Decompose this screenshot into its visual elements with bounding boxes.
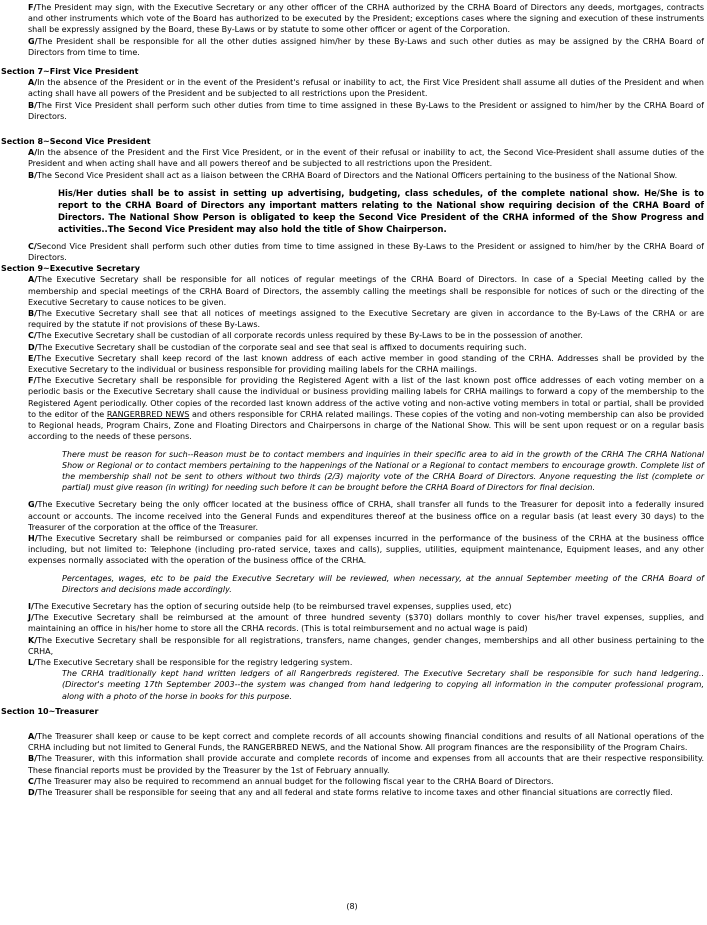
item-label: D/ bbox=[28, 787, 38, 797]
newsletter-name: RANGERBRED NEWS bbox=[106, 409, 190, 419]
item-text: The Executive Secretary shall see that all notices of meetings assigned to the Executive Secretary are given in accordance to the By-Laws of the CRHA or are required by the statute if not provisions of these By-Laws. bbox=[28, 309, 704, 330]
section9-item-k bbox=[28, 635, 704, 657]
item-label: C/ bbox=[28, 776, 37, 786]
item-label: B/ bbox=[28, 309, 38, 319]
section8-item-b bbox=[28, 170, 704, 181]
section10-item-d bbox=[28, 787, 704, 798]
item-text: The President shall be responsible for all the other duties assigned him/her by these By-Laws and such other duties as may be assigned by the CRHA Board of Directors from time to time. bbox=[28, 36, 704, 57]
section9-l-note: The CRHA traditionally kept hand written ledgers of all Rangerbreds registered. The Executive Secretary shall be responsible for such hand ledgering.. (Director's meeting 17th September 2003--the system was changed from hand ledgering to copying all information in the computer professional program, along with a photo of the horse in books for this purpose. bbox=[62, 669, 704, 701]
item-text: The Executive Secretary shall be responsible for all notices of regular meetings of the CRHA Board of Directors. In case of a Special Meeting called by the membership and special meetings of the CRHA Board of Directors, the assembly calling the meetings shall be responsible for notices of such or the directing of the Executive Secretary to cause notices to be given. bbox=[28, 275, 704, 307]
item-text: The Executive Secretary being the only officer located at the business office of CRHA, shall transfer all funds to the Treasurer for deposit into a federally insured account or accounts. The income received into the General Funds and expenditures thereof at the business office on a regular basis (at least every 30 days) to the Treasurer of the corporation at the office of the Treasurer. bbox=[28, 500, 704, 532]
section9-item-l bbox=[28, 657, 704, 668]
item-label: B/ bbox=[28, 100, 38, 110]
item-label: E/ bbox=[28, 353, 37, 363]
section9-item-g bbox=[28, 499, 704, 533]
item-text: The Treasurer, with this information shall provide accurate and complete records of income and expenses from all accounts that are their respective responsibility. These financial reports must be provided by the Treasurer by the 1st of February annually. bbox=[28, 754, 704, 775]
section10-item-c bbox=[28, 776, 704, 787]
item-text: Second Vice President shall perform such other duties from time to time assigned in these By-Laws to the President or assigned to him/her by the CRHA Board of Directors. bbox=[28, 241, 704, 263]
section9-item-j bbox=[28, 612, 704, 634]
section9-item-d bbox=[28, 342, 704, 353]
item-label: K/ bbox=[28, 635, 38, 645]
item-text: The Executive Secretary has the option of securing outside help (to be reimbursed travel expenses, supplies used, etc) bbox=[33, 601, 512, 611]
section7-item-b bbox=[28, 100, 704, 122]
item-text: The Executive Secretary shall be responsible for providing the Registered Agent with a list of the last known post office addresses of each voting member on a periodic basis or the Executive Secretary shall cause the individual or business providing mailing labels for CRHA mailings to forward a copy of the membership to the Registered Agent periodically. Other copies of the recorded last known address of the active voting and non-active voting members in total or partial, shall be provided to the editor of the bbox=[28, 376, 704, 419]
item-label: B/ bbox=[28, 754, 38, 764]
item-text: The Executive Secretary shall be reimbursed or companies paid for all expenses incurred in the performance of the business of the CRHA at the business office including, but not limited to: Telephone (including pro-rated service, taxes and calls), supplies, utilities, equipment maintenance, Equipment leases, and any other expenses normally associated with the operation of the business office of the CRHA. bbox=[28, 533, 704, 566]
item-text: The Treasurer shall be responsible for seeing that any and all federal and state forms relative to income taxes and other financial situations are correctly filed. bbox=[37, 787, 673, 797]
section9-h-note: Percentages, wages, etc to be paid the Executive Secretary will be reviewed, when necessary, at the annual September meeting of the CRHA Board of Directors and decisions made accordingly. bbox=[62, 573, 704, 594]
item-label: C/ bbox=[28, 331, 37, 341]
page-number: (8) bbox=[346, 902, 358, 911]
item-label: A/ bbox=[28, 731, 38, 741]
section-heading: Section 8~Second Vice President bbox=[1, 137, 151, 147]
item-label: F/ bbox=[28, 3, 37, 12]
item-label: B/ bbox=[28, 170, 38, 180]
item-label: A/ bbox=[28, 78, 38, 88]
section10-item-b bbox=[28, 753, 704, 775]
item-text: The Treasurer shall keep or cause to be kept correct and complete records of all accounts showing financial conditions and results of all National operations of the CRHA including but not limited to General Funds, the RANGERBRED NEWS, and the National Show. All program finances are the responsibility of the Program Chairs. bbox=[28, 731, 704, 753]
section9-item-c bbox=[28, 330, 704, 341]
item-text: The Executive Secretary shall be reimbursed at the amount of three hundred seventy ($370) dollars monthly to cover his/her travel expenses, supplies, and maintaining an office in his/her home to store all the CRHA records. (This is total reimbursement and no actual wage is paid) bbox=[28, 613, 704, 634]
section8-bold-note: His/Her duties shall be to assist in setting up advertising, budgeting, class schedules, of the complete national show. He/She is to report to the CRHA Board of Directors any important matters relating to the National show requiring decision of the CRHA Board of Directors. The National Show Person is obligated to keep the Second Vice President of the CRHA informed of the Show Progress and activities..The Second Vice President may also hold the title of Show Chairperson. bbox=[58, 187, 704, 234]
item-label: I/ bbox=[28, 601, 34, 611]
item-text: The Executive Secretary shall be responsible for all registrations, transfers, name changes, gender changes, memberships and all other business pertaining to the CRHA, bbox=[28, 635, 704, 656]
item-text: The Executive Secretary shall be responsible for the registry ledgering system. bbox=[36, 657, 353, 667]
item-label: H/ bbox=[28, 533, 38, 543]
item-text: The Second Vice President shall act as a liaison between the CRHA Board of Directors and the National Officers pertaining to the business of the National Show. bbox=[37, 170, 678, 180]
section9-item-e bbox=[28, 353, 704, 375]
item-label: G/ bbox=[28, 500, 38, 510]
section7-item-a bbox=[28, 77, 704, 99]
item-text: In the absence of the President or in the event of the President's refusal or inability to act, the First Vice President shall assume all duties of the President and when acting shall have all powers of the President and be subjected to all restrictions upon the President. bbox=[28, 78, 704, 99]
section9-item-i bbox=[28, 601, 704, 612]
president-item-f bbox=[28, 2, 704, 36]
section9-item-f bbox=[28, 375, 704, 442]
item-text: The First Vice President shall perform such other duties from time to time assigned in these By-Laws to the President or assigned to him/her by the CRHA Board of Directors. bbox=[28, 100, 704, 121]
item-text: The Executive Secretary shall be custodian of the corporate seal and see that seal is affixed to documents requiring such. bbox=[37, 342, 527, 352]
section9-item-a bbox=[28, 274, 704, 308]
section8-item-a bbox=[28, 147, 704, 169]
section-heading: Section 10~Treasurer bbox=[1, 706, 99, 716]
section-heading: Section 7~First Vice President bbox=[1, 67, 139, 77]
section9-item-b bbox=[28, 308, 704, 330]
section9-f-note: There must be reason for such--Reason must be to contact members and inquiries in their specific area to aid in the growth of the CRHA The CRHA National Show or Regional or to contact members pertaining to the happenings of the National or a Regional to contact members to encourage growth. Complete list of the membership shall not be sent to others without two thirds (2/3) majority vote of the CRHA Board of Directors. Anyone requesting the list (complete or partial) must give reason (in writing) for needing such before it can be brought before the CRHA Board of Directors for final decision. bbox=[62, 449, 704, 493]
item-text: In the absence of the President and the First Vice President, or in the event of their refusal or inability to act, the Second Vice-President shall assume duties of the President and when acting shall have and all powers thereof and be subjected to all restrictions upon the President. bbox=[28, 148, 704, 169]
section9-item-h bbox=[28, 533, 704, 567]
item-label: A/ bbox=[28, 275, 38, 285]
item-label: C/ bbox=[28, 241, 37, 251]
item-label: A/ bbox=[28, 148, 38, 158]
section8-item-c bbox=[28, 241, 704, 263]
document-page bbox=[0, 2, 704, 798]
item-text: The President may sign, with the Executive Secretary or any other officer of the CRHA authorized by the CRHA Board of Directors any deeds, mortgages, contracts and other instruments which vote of the Board has authorized to be executed by the President; exceptions cases where the signing and execution of these instruments shall be expressly assigned by the Board, these By-Laws or by statute to some other officer or agent of the Corporation. bbox=[28, 3, 704, 35]
section-heading: Section 9~Executive Secretary bbox=[1, 264, 140, 274]
item-text: The Executive Secretary shall keep record of the last known address of each active member in good standing of the CRHA. Addresses shall be provided by the Executive Secretary to the individual or business responsible for providing mailing labels for the CRHA mailings. bbox=[28, 353, 704, 375]
section10-item-a bbox=[28, 731, 704, 753]
item-label: J/ bbox=[28, 613, 34, 623]
item-text: and others responsible for CRHA related mailings. These copies of the voting and non-voting membership can also be provided to Regional heads, Program Chairs, Zone and Floating Directors and Chairpersons in charge of the National Show. This will be sent upon request or on a regular basis according to the needs of these persons. bbox=[28, 409, 704, 442]
item-label: D/ bbox=[28, 342, 38, 352]
item-label: L/ bbox=[28, 657, 37, 667]
item-text: The Treasurer may also be required to recommend an annual budget for the following fiscal year to the CRHA Board of Directors. bbox=[36, 776, 554, 786]
item-label: F/ bbox=[28, 376, 37, 386]
item-text: The Executive Secretary shall be custodian of all corporate records unless required by these By-Laws to be in the possession of another. bbox=[36, 331, 583, 341]
president-item-g bbox=[28, 36, 704, 58]
item-label: G/ bbox=[28, 36, 38, 46]
